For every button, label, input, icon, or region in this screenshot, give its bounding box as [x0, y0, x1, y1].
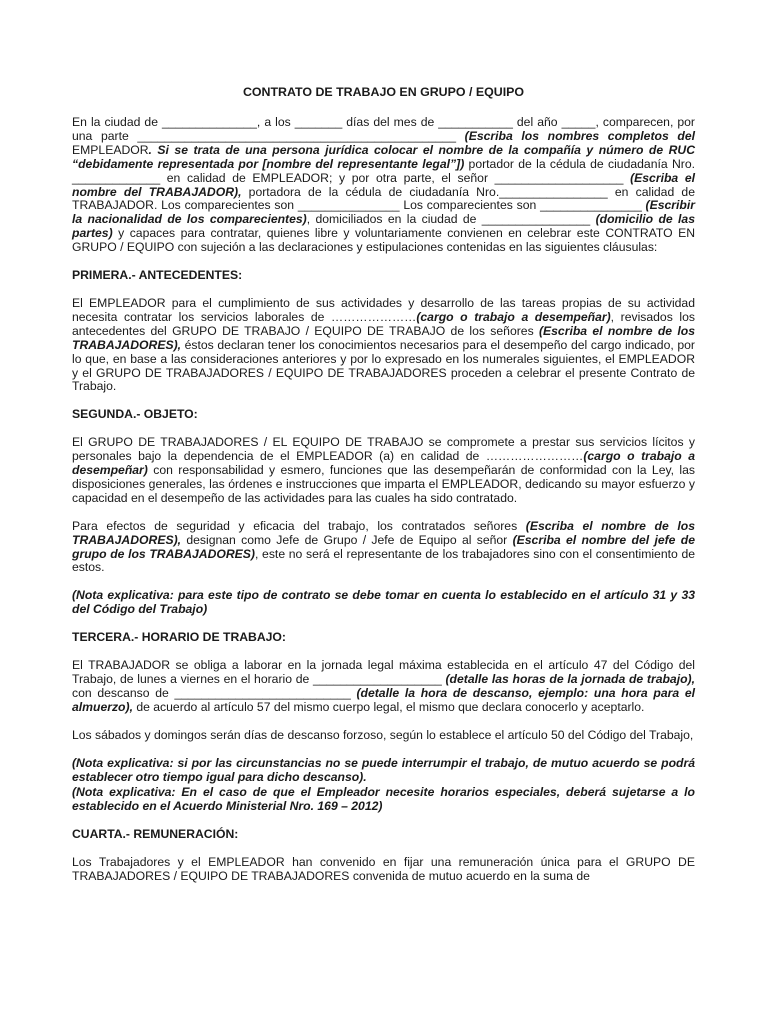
- text-run: con descanso de __________________________: [72, 685, 357, 700]
- placeholder-instruction: CONTRATO EN GRUPO / EQUIPO: [72, 226, 695, 255]
- text-run: , este no será el representante de los trabajadores sino con el consentimiento de estos.: [72, 546, 696, 575]
- clause-paragraph: [72, 659, 695, 715]
- text-run: de acuerdo al artículo 57 del mismo cuerpo legal, el mismo que declara conocerlo y aceptarlo.: [132, 699, 645, 714]
- placeholder-instruction: (Escriba el nombre de los TRABAJADORES),: [72, 518, 695, 547]
- text-run: (Nota explicativa: si por las circunstancias no se puede interrumpir el trabajo, de mutuo acuerdo se podrá establecer otro tiempo igual para dicho descanso).: [72, 755, 695, 784]
- text-run: con sujeción a las declaraciones y estipulaciones contenidas en las siguientes cláusulas:: [174, 240, 658, 255]
- explanatory-note: [72, 786, 695, 814]
- text-run: Los Trabajadores y el EMPLEADOR han convenido en fijar una remuneración única para el GRUPO DE TRABAJADORES / EQUIPO DE TRABAJADORES convenida de mutuo acuerdo en la suma de: [72, 855, 695, 884]
- text-run: En la ciudad de ______________, a los _______ días del mes de ___________ del año _____, comparecen, por una parte _______________________________________________: [72, 115, 695, 143]
- text-run: con responsabilidad y esmero, funciones que las desempeñarán de conformidad con la Ley, las disposiciones generales, las órdenes e instrucciones que imparta el EMPLEADOR, dedicando su mayor esfuerzo y capacidad en el desempeño de las actividades para las cuales ha sido contratado.: [72, 463, 695, 505]
- placeholder-instruction: (Escriba los nombres completos del: [464, 128, 696, 143]
- placeholder-instruction: (detalle las horas de la jornada de trabajo),: [445, 672, 695, 686]
- clause-heading: TERCERA.- HORARIO DE TRABAJO:: [72, 630, 286, 645]
- clause-paragraph: [72, 520, 695, 576]
- placeholder-instruction: (cargo o trabajo a desempeñar): [72, 449, 695, 478]
- clauses: [72, 269, 695, 884]
- explanatory-note: [72, 757, 695, 785]
- placeholder-instruction: (Escriba el nombre de los TRABAJADORES),: [72, 323, 695, 352]
- placeholder-instruction: (detalle la hora de descanso, ejemplo: una hora para el almuerzo),: [72, 685, 696, 714]
- placeholder-instruction: (cargo o trabajo a desempeñar): [416, 309, 611, 324]
- clause-heading: PRIMERA.- ANTECEDENTES:: [72, 268, 243, 283]
- text-run: El GRUPO DE TRABAJADORES / EL EQUIPO DE TRABAJO se compromete a prestar sus servicios lícitos y personales bajo la dependencia de el EMPLEADOR (a) en calidad de ……………………: [72, 435, 695, 464]
- text-run: y capaces para contratar, quienes libre y voluntariamente convienen en celebrar este: [112, 226, 606, 241]
- placeholder-instruction: . Si se trata de una persona jurídica colocar el nombre de la compañía y número de RUC “debidamente representada por [nombre del representante legal”]): [72, 142, 695, 171]
- intro-paragraph: [72, 116, 695, 255]
- clause-heading: SEGUNDA.- OBJETO:: [72, 407, 198, 422]
- clause-heading: CUARTA.- REMUNERACIÓN:: [72, 827, 239, 842]
- clause-paragraph: [72, 729, 695, 743]
- explanatory-note: [72, 589, 695, 617]
- text-run: éstos declaran tener los conocimientos necesarios para el desempeño del cargo indicado, por lo que, en base a las consideraciones anteriores y por lo expresado en los numerales siguientes, el EMPLEADOR y el GRUPO DE TRABAJADORES / EQUIPO DE TRABAJADORES proceden a celebrar el presente Contrato de Trabajo.: [72, 337, 695, 394]
- text-run: El EMPLEADOR para el cumplimiento de sus actividades y desarrollo de las tareas propias de su actividad necesita contratar los servicios laborales de …………………: [72, 295, 695, 324]
- text-run: portadora de la cédula de ciudadanía Nro.________________ en calidad de TRABAJADOR. Los comparecientes son _______________ Los comparecientes son _______________: [72, 184, 695, 213]
- text-run: , revisados los antecedentes del GRUPO DE TRABAJO / EQUIPO DE TRABAJO de los señores: [72, 309, 695, 338]
- placeholder-instruction: (domicilio de las partes): [72, 212, 695, 241]
- text-run: Los sábados y domingos serán días de descanso forzoso, según lo establece el artículo 50 del Código del Trabajo,: [72, 727, 694, 742]
- text-run: Para efectos de seguridad y eficacia del trabajo, los contratados señores: [72, 518, 526, 533]
- document-title: CONTRATO DE TRABAJO EN GRUPO / EQUIPO: [242, 85, 525, 99]
- contract-body: [72, 85, 695, 898]
- text-run: , domiciliados en la ciudad de ________________: [306, 212, 596, 227]
- text-run: (Nota explicativa: para este tipo de contrato se debe tomar en cuenta lo establecido en el artículo 31 y 33 del Código del Trabajo): [72, 588, 695, 617]
- clause-paragraph: [72, 297, 695, 394]
- placeholder-instruction: (Escriba el nombre del TRABAJADOR),: [72, 170, 695, 199]
- placeholder-instruction: (Escriba el nombre del jefe de grupo de los TRABAJADORES): [72, 532, 695, 561]
- text-run: El TRABAJADOR se obliga a laborar en la jornada legal máxima establecida en el artículo 47 del Código del Trabajo, de lunes a viernes en el horario de ___________________: [72, 658, 695, 686]
- clause-paragraph: [72, 856, 695, 884]
- text-run: (Nota explicativa: En el caso de que el Empleador necesite horarios especiales, deberá sujetarse a lo establecido en el Acuerdo Ministerial Nro. 169 – 2012): [72, 785, 695, 814]
- placeholder-instruction: (Escribir la nacionalidad de los comparecientes): [72, 198, 695, 227]
- text-run: portador de la cédula de ciudadanía Nro. _____________ en calidad de EMPLEADOR; y por otra parte, el señor ___________________: [72, 156, 695, 185]
- placeholder-instruction: EMPLEADOR: [72, 142, 149, 157]
- text-run: designan como Jefe de Grupo / Jefe de Equipo al señor: [181, 532, 513, 547]
- clause-paragraph: [72, 436, 695, 506]
